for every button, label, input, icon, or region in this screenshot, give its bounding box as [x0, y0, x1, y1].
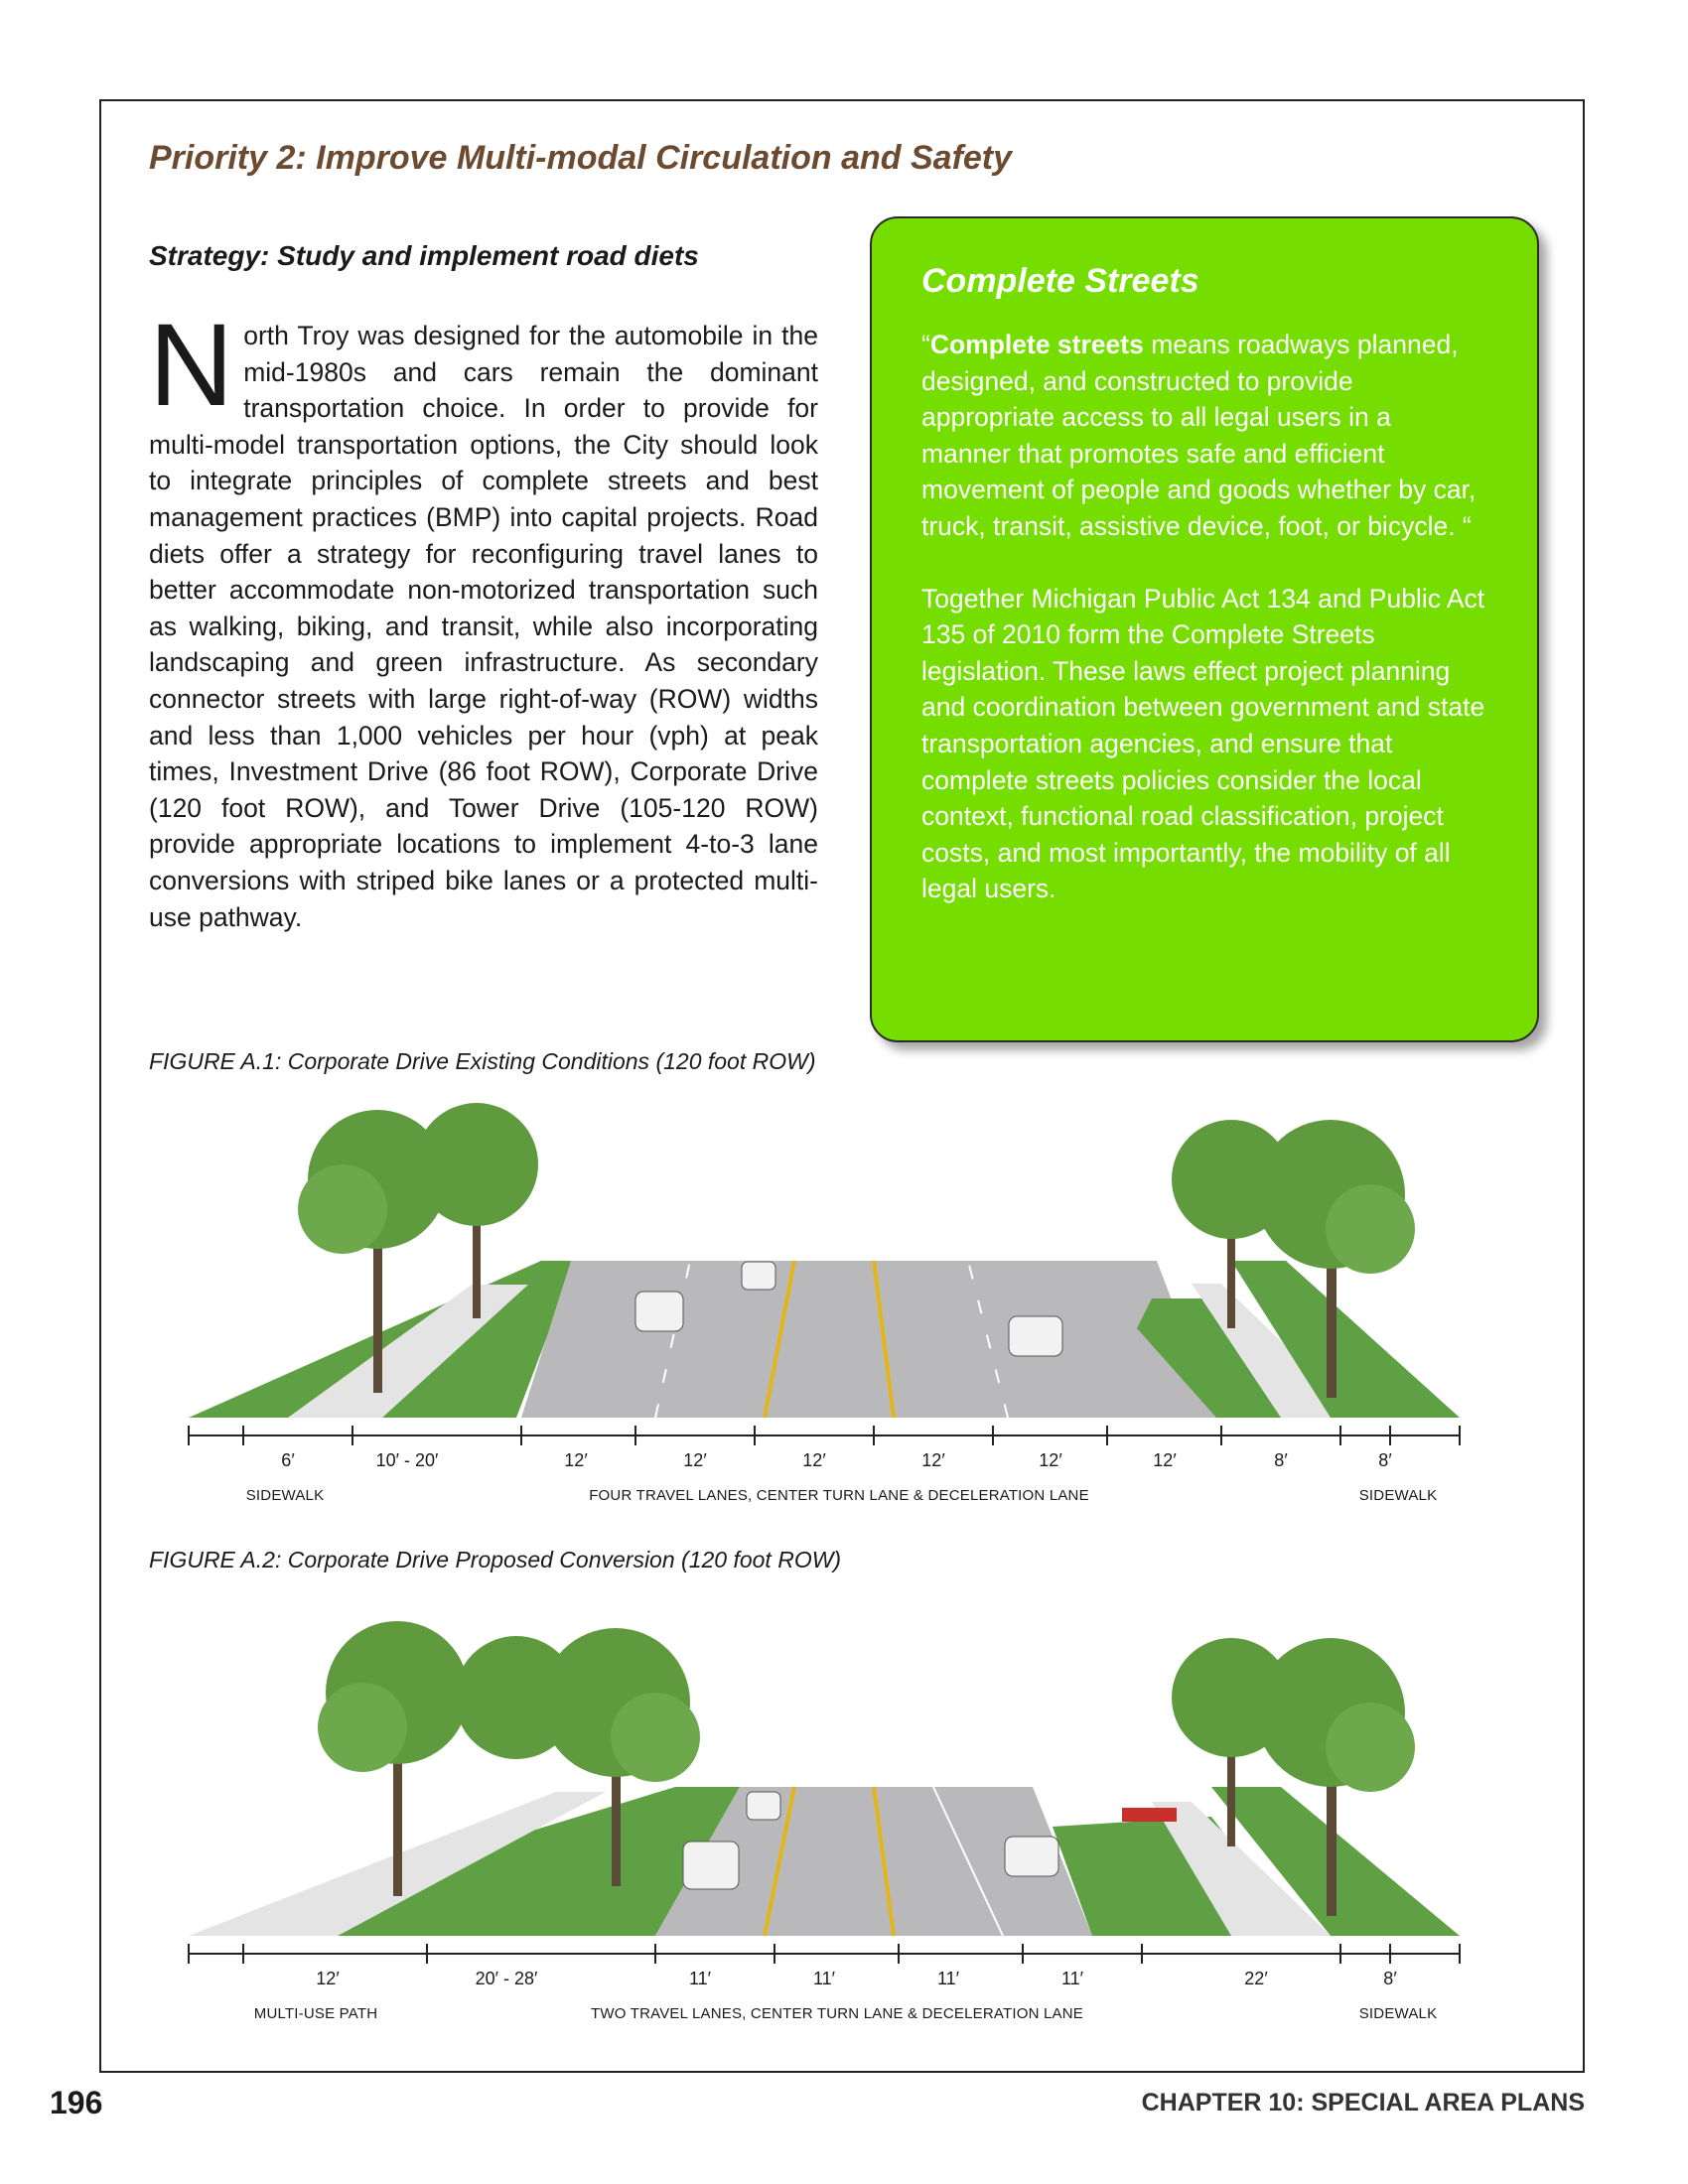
dimension-label: 20′ - 28′ — [475, 1969, 538, 1988]
body-paragraph — [149, 300, 818, 935]
callout-term: Complete streets — [929, 330, 1144, 359]
dimension-label: 22′ — [1244, 1969, 1268, 1988]
car-icon — [1005, 1837, 1058, 1876]
callout-quote — [921, 327, 1485, 545]
complete-streets-callout — [870, 216, 1539, 1042]
figure-a2-labels — [139, 2005, 1509, 2027]
section-label: SIDEWALK — [245, 1487, 325, 1504]
dimension-label: 12′ — [921, 1450, 945, 1470]
callout-definition: means roadways planned, designed, and constructed to provide appropriate access to all legal users in a manner that promotes safe and efficient movement of people and goods whether by car, truck, transit, assistive device, foot, or bicycle. “ — [921, 330, 1477, 541]
page-number: 196 — [50, 2085, 103, 2120]
car-icon — [635, 1292, 683, 1331]
dimension-label: 8′ — [1378, 1450, 1392, 1470]
dimension-label: 12′ — [316, 1969, 340, 1988]
figure-a1-caption: FIGURE A.1: Corporate Drive Existing Conditions (120 foot ROW) — [149, 1048, 816, 1074]
car-icon — [683, 1842, 739, 1889]
roadway — [521, 1261, 1216, 1418]
strategy-heading: Strategy: Study and implement road diets — [149, 240, 699, 271]
car-icon — [747, 1792, 780, 1820]
tree-trunk — [373, 1239, 382, 1393]
figure-a2 — [139, 1618, 1509, 2045]
dimension-label: 12′ — [802, 1450, 826, 1470]
figure-a1-labels — [139, 1487, 1509, 1509]
dimension-label: 12′ — [1039, 1450, 1062, 1470]
figure-a2-street-section — [139, 1618, 1509, 1966]
tree-trunk — [393, 1747, 402, 1896]
drop-cap: N — [149, 300, 234, 431]
section-label: TWO TRAVEL LANES, CENTER TURN LANE & DECELERATION LANE — [591, 2005, 1083, 2022]
tree-icon — [1326, 1703, 1415, 1792]
priority-heading: Priority 2: Improve Multi-modal Circulation and Safety — [149, 139, 1013, 177]
callout-legislation: Together Michigan Public Act 134 and Public Act 135 of 2010 form the Complete Streets legislation. These laws effect project planning and coordination between government and state transportation agencies, and ensure that complete streets policies consider the local context, functional road classification, project costs, and most importantly, the mobility of all legal users. — [921, 583, 1485, 904]
callout-title: Complete Streets — [921, 262, 1199, 300]
dimension-label: 8′ — [1383, 1969, 1397, 1988]
tree-icon — [415, 1103, 538, 1226]
dimension-label: 8′ — [1274, 1450, 1288, 1470]
section-label: SIDEWALK — [1358, 1487, 1438, 1504]
tree-icon — [318, 1683, 407, 1772]
body-text: orth Troy was designed for the automobile in the mid-1980s and cars remain the dominant transportation choice. In order to provide for multi-model transportation options, the City should look to integrate principles of complete streets and best management practices (BMP) into capital projects. Road diets offer a strategy for reconfiguring travel lanes to better accommodate non-motorized transportation such as walking, biking, and transit, while also incorporating landscaping and green infrastructure. As secondary connector streets with large right-of-way (ROW) widths and less than 1,000 vehicles per hour (vph) at peak times, Investment Drive (86 foot ROW), Corporate Drive (120 foot ROW), and Tower Drive (105-120 ROW) provide appropriate locations to implement 4-to-3 lane conversions with striped bike lanes or a protected multi-use pathway. — [149, 321, 818, 932]
dimension-label: 12′ — [564, 1450, 588, 1470]
dimension-label: 12′ — [1153, 1450, 1177, 1470]
dimension-label: 11′ — [688, 1969, 712, 1988]
section-label: MULTI-USE PATH — [253, 2005, 378, 2022]
dimension-label: 11′ — [1060, 1969, 1084, 1988]
bike-box — [1122, 1808, 1177, 1822]
figure-a1 — [139, 1100, 1509, 1527]
car-icon — [742, 1262, 775, 1290]
dimension-label: 10′ - 20′ — [375, 1450, 439, 1470]
figure-a1-street-section — [139, 1100, 1509, 1447]
chapter-footer: CHAPTER 10: SPECIAL AREA PLANS — [1141, 2089, 1585, 2116]
figure-a2-caption: FIGURE A.2: Corporate Drive Proposed Conversion (120 foot ROW) — [149, 1547, 842, 1572]
dimension-label: 11′ — [812, 1969, 836, 1988]
section-label: FOUR TRAVEL LANES, CENTER TURN LANE & DECELERATION LANE — [589, 1487, 1089, 1504]
tree-icon — [1326, 1184, 1415, 1274]
car-icon — [1009, 1316, 1062, 1356]
tree-icon — [611, 1693, 700, 1782]
figure-a2-dimensions — [139, 1969, 1509, 1992]
section-label: SIDEWALK — [1358, 2005, 1438, 2022]
dimension-label: 6′ — [281, 1450, 295, 1470]
figure-a1-dimensions — [139, 1450, 1509, 1474]
tree-icon — [298, 1164, 387, 1254]
dimension-label: 12′ — [683, 1450, 707, 1470]
quote-mark: “ — [921, 330, 930, 359]
dimension-label: 11′ — [936, 1969, 960, 1988]
